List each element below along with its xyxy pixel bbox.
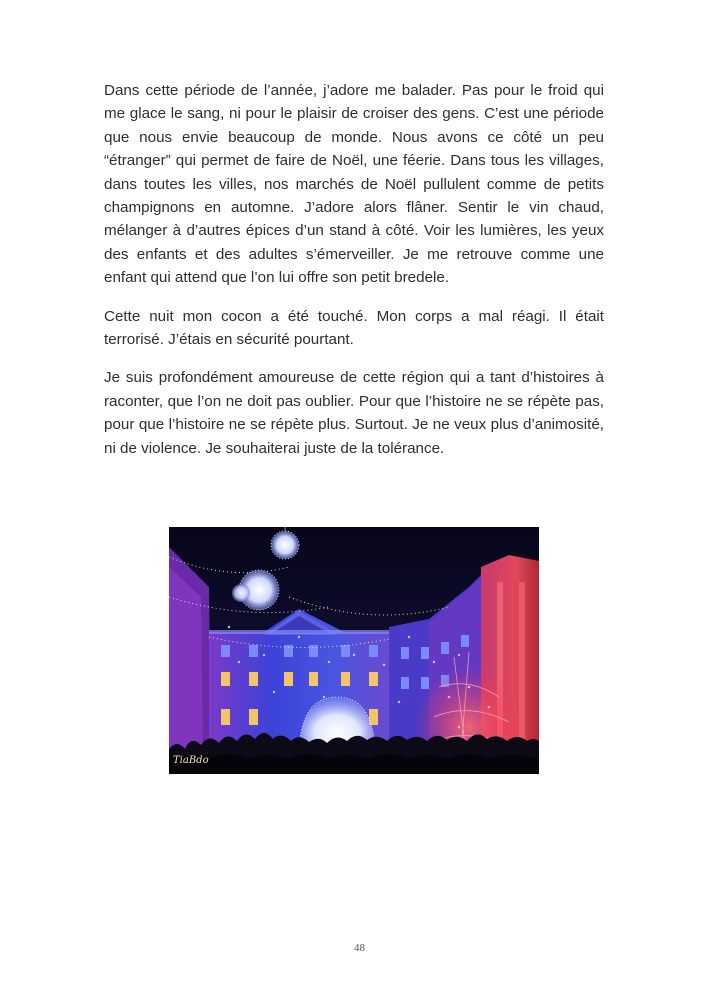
- paragraph-3: Je suis profondément amoureuse de cette région qui a tant d’histoires à raconter, que l’on ne doit pas oublier. Pour que l’histoire ne se répète pas, pour que l’histoire ne se répète plus. Surtout. Je ne veux plus d’animosité, ni de violence. Je souhaiterai juste de la tolérance.: [104, 369, 604, 457]
- page-number: 48: [354, 942, 365, 954]
- paragraph-2: Cette nuit mon cocon a été touché. Mon corps a mal réagi. Il était terrorisé. J’étais en sécurité pourtant.: [104, 307, 604, 349]
- christmas-market-photo: [169, 527, 539, 774]
- photo-illustration: [169, 527, 539, 774]
- body-text: [104, 79, 604, 475]
- paragraph-1: Dans cette période de l’année, j’adore me balader. Pas pour le froid qui me glace le sang, ni pour le plaisir de croiser des gens. C’est une période que nous envie beaucoup de monde. Nous avons ce côté un peu “étranger” qui permet de faire de Noël, une féerie. Dans tous les villages, dans toutes les villes, nos marchés de Noël pullulent comme de petits champignons en automne. J’adore alors flâner. Sentir le vin chaud, mélanger à d’autres épices d’un stand à côté. Voir les lumières, les yeux des enfants et des adultes s’émerveiller. Je me retrouve comme une enfant qui attend que l’on lui offre son petit bredele.: [104, 82, 604, 287]
- photo-watermark: TiaBdo: [173, 755, 209, 766]
